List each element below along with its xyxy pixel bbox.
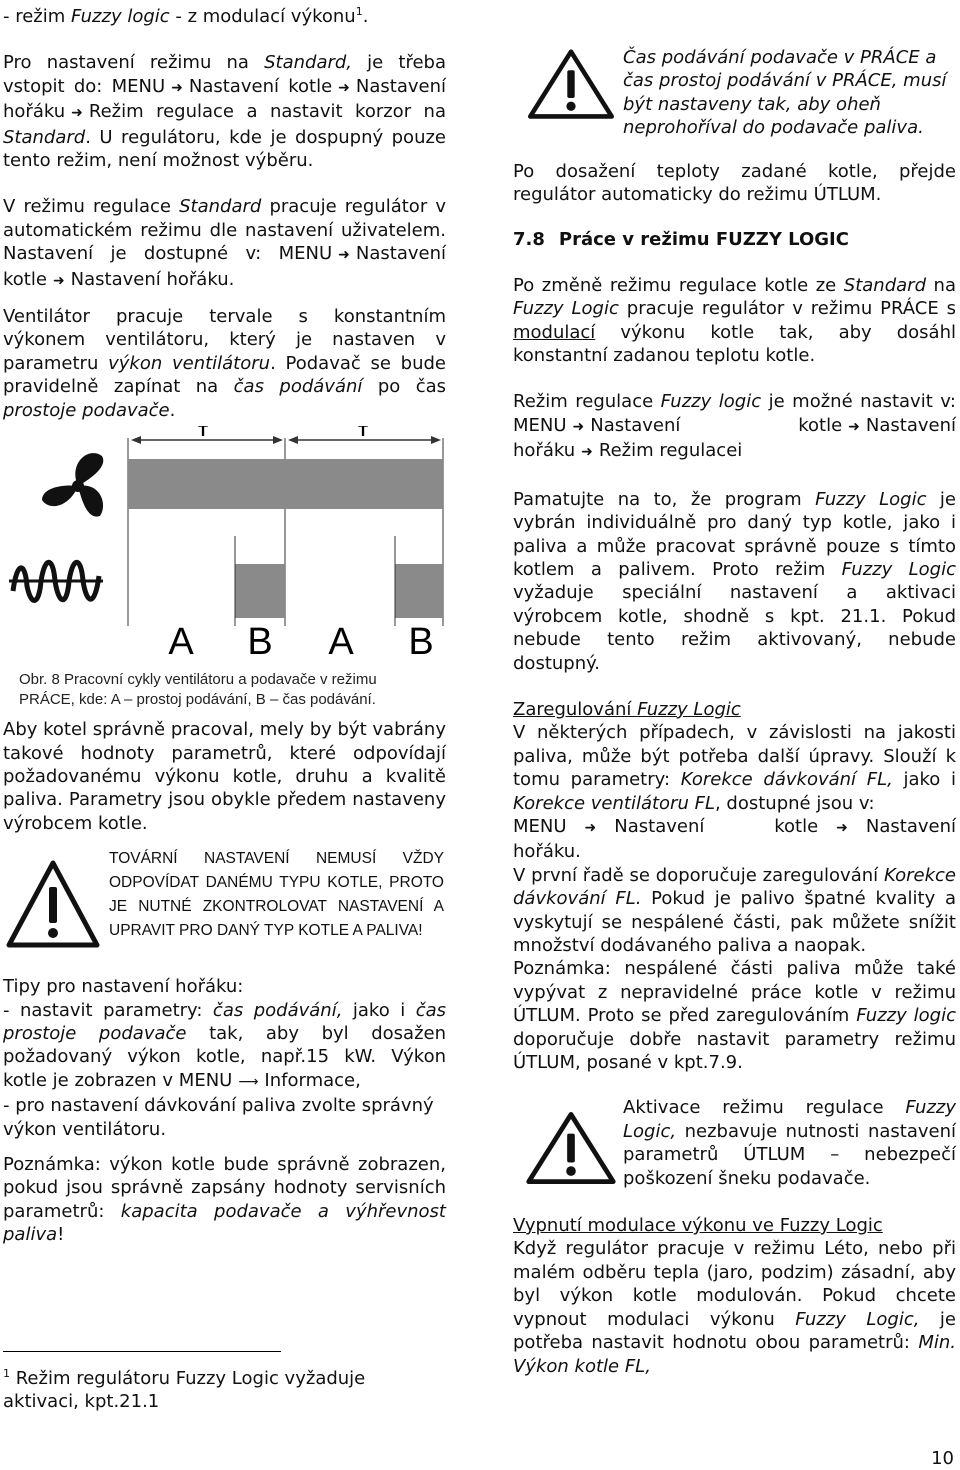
tips-title: Tipy pro nastavení hořáku: [3, 976, 244, 998]
paragraph-after-temp: Po dosažení teploty zadané kotle, přejde regulátor automaticky do režimu ÚTLUM. [513, 160, 956, 206]
right-column [513, 0, 956, 1378]
paragraph-note-power: Poznámka: výkon kotle bude správně zobrazen, pokud jsou správně zapsány hodnoty servisních parametrů: kapacita podavače a výhřevnost paliva! [3, 1153, 446, 1246]
feeder-on-bar [395, 564, 443, 618]
factory-settings-warning: TOVÁRNÍ NASTAVENÍ NEMUSÍ VŽDY ODPOVÍDAT DANÉMU TYPU KOTLE, PROTO JE NUTNÉ ZKONTROLOVAT NASTAVENÍ A UPRAVIT PRO DANÝ TYP KOTLE A PALIVA! [3, 847, 446, 957]
footnote-ref[interactable]: 1 [355, 5, 363, 18]
fan-icon [42, 453, 103, 516]
mode-fuzzy-line: - režim Fuzzy logic - z modulací výkonu$^1$. [3, 5, 369, 27]
arrow-icon: ➜ [584, 819, 597, 836]
fan-running-bar [128, 459, 443, 509]
paragraph-fuzzy-menu: Režim regulace Fuzzy logic je možné nastavit v: MENU ➜ Nastavení kotle ➜ Nastavení hořáku ➜ Režim regulacei [513, 391, 956, 462]
fuzzy-activation-warning: Aktivace režimu regulace Fuzzy Logic, nezbavuje nutnosti nastavení parametrů ÚTLUM – nebezpečí poškození šneku podavače. [513, 1096, 956, 1190]
paragraph-disable: Když regulátor pracuje v režimu Léto, nebo při malém odběru tepla (jaro, podzim) zásadní, aby byl výkon kotle modulován. Pokud chcete vypnout modulaci výkonu Fuzzy Logic, je potřeba nastavit hodnotu obou parametrů: Min. Výkon kotle FL, [513, 1238, 957, 1377]
arrow-icon: ⟶ [238, 1073, 259, 1090]
footnote-separator [3, 1351, 281, 1352]
segment-label: A [328, 621, 354, 664]
paragraph-note-unburnt: Poznámka: nespálené části paliva může také vypývat z nepravidelné práce kotle v režimu ÚTLUM. Proto se před zaregulováním Fuzzy logic doporučuje dobře nastavit parametry režimu ÚTLUM, posané v kpt.7.9. [513, 958, 956, 1074]
segment-label: A [168, 621, 194, 664]
feeding-time-warning: Čas podávání podavače v PRÁCE a čas prostoj podávání v PRÁCE, musí být nastaveny tak, aby oheň neprohoříval do podavače paliva. [513, 46, 956, 140]
warning-icon [3, 857, 103, 957]
paragraph-fuzzy-note: Pamatujte na to, že program Fuzzy Logic je vybrán individuálně pro daný typ kotle, jako i paliva a může pracovat správně pouze s tímto kotlem a palivem. Proto režim Fuzzy Logic vyžaduje speciální nastavení a aktivaci výrobcem kotle, shodně s kpt. 21.1. Pokud nebude tento režim aktivovaný, nebude dostupný. [513, 488, 957, 674]
arrow-icon: ➜ [71, 105, 83, 122]
menu-path: MENU ➜ Nastavení kotle ➜ Nastavení hořáku. [513, 815, 956, 863]
paragraph-standard-mode: V režimu regulace Standard pracuje regulátor v automatickém režimu dle nastavení uživatelem. Nastavení je dostupné v: MENU ➜ Nastavení kotle ➜ Nastavení hořáku. [3, 196, 446, 290]
paragraph-fan-feeder: Ventilátor pracuje tervale s konstantním výkonem ventilátoru, který je nastaven v parametru výkon ventilátoru. Podavač se bude pravidelně zapínat na čas podávání po čas prostoje podavače. [3, 306, 447, 421]
arrow-icon: ➜ [836, 819, 848, 836]
figure-caption: Obr. 8 Pracovní cykly ventilátoru a podavače v režimu PRÁCE, kde: A – prostoj podávání, B – čas podávání. [19, 671, 377, 709]
arrow-icon: ➜ [848, 418, 860, 435]
page-number: 10 [931, 1447, 954, 1469]
segment-label: B [247, 621, 273, 664]
feeder-on-bar [235, 564, 285, 618]
paragraph-tuning: V některých případech, v závislosti na jakosti paliva, může být potřeba další úpravy. Slouží k tomu parametry: Korekce dávkování FL, jako i Korekce ventilátoru FL, dostupné jsou v: [513, 722, 956, 814]
section-title-tuning: Zaregulování Fuzzy Logic [513, 698, 741, 720]
warning-icon [523, 48, 619, 122]
arrow-icon: ➜ [52, 272, 65, 289]
warning-icon [523, 1110, 619, 1188]
auger-icon [9, 562, 103, 600]
segment-label: B [408, 621, 434, 664]
paragraph-standard-setup: Pro nastavení režimu na Standard, je třeba vstopit do: MENU ➜ Nastavení kotle ➜ Nastavení hořáku ➜ Režim regulace a nastavit korzor na Standard. U regulátoru, kde je dospupný pouze tento režim, není možnost výběru. [3, 52, 446, 172]
tips-item: - pro nastavení dávkování paliva zvolte správný výkon ventilátoru. [3, 1095, 434, 1140]
section-title-disable: Vypnutí modulace výkonu ve Fuzzy Logic [513, 1215, 883, 1237]
section-heading: 7.8 Práce v režimu FUZZY LOGIC [513, 229, 849, 251]
arrow-icon: ➜ [572, 418, 585, 435]
arrow-icon: ➜ [338, 247, 350, 264]
tips-item: - nastavit parametry: čas podávání, jako i čas prostoje podavače tak, aby byl dosažen požadovaný výkon kotle, např.15 kW. Výkon kotle je zobrazen v MENU ⟶ Informace, [3, 999, 447, 1091]
paragraph-dosing: V první řadě se doporučuje zaregulování Korekce dávkování FL. Pokud je palivo špatné kvality a vyskytují se nespálené části, pak můžete snížit množství dodávaného paliva a naopak. [513, 864, 956, 956]
arrow-icon: ➜ [171, 79, 183, 96]
left-column [3, 0, 446, 1413]
footnote: $^1$ Režim regulátoru Fuzzy Logic vyžaduje aktivaci, kpt.21.1 [3, 1366, 366, 1412]
arrow-icon: ➜ [581, 444, 593, 461]
paragraph-fuzzy-intro: Po změně režimu regulace kotle ze Standard na Fuzzy Logic pracuje regulátor v režimu PRÁCE s modulací výkonu kotle tak, aby dosáhl konstantní zadanou teplotu kotle. [513, 274, 956, 367]
work-cycle-figure [3, 426, 446, 676]
paragraph-parameters: Aby kotel správně pracoval, mely by být vabrány takové hodnoty parametrů, které odpovídají požadovanému výkonu kotle, druhu a kvalitě paliva. Parametry jsou obykle předem nastaveny výrobcem kotle. [3, 719, 446, 834]
period-label: T [198, 426, 208, 441]
period-label: T [358, 426, 368, 441]
arrow-icon: ➜ [338, 79, 350, 96]
work-cycle-diagram [3, 426, 449, 676]
